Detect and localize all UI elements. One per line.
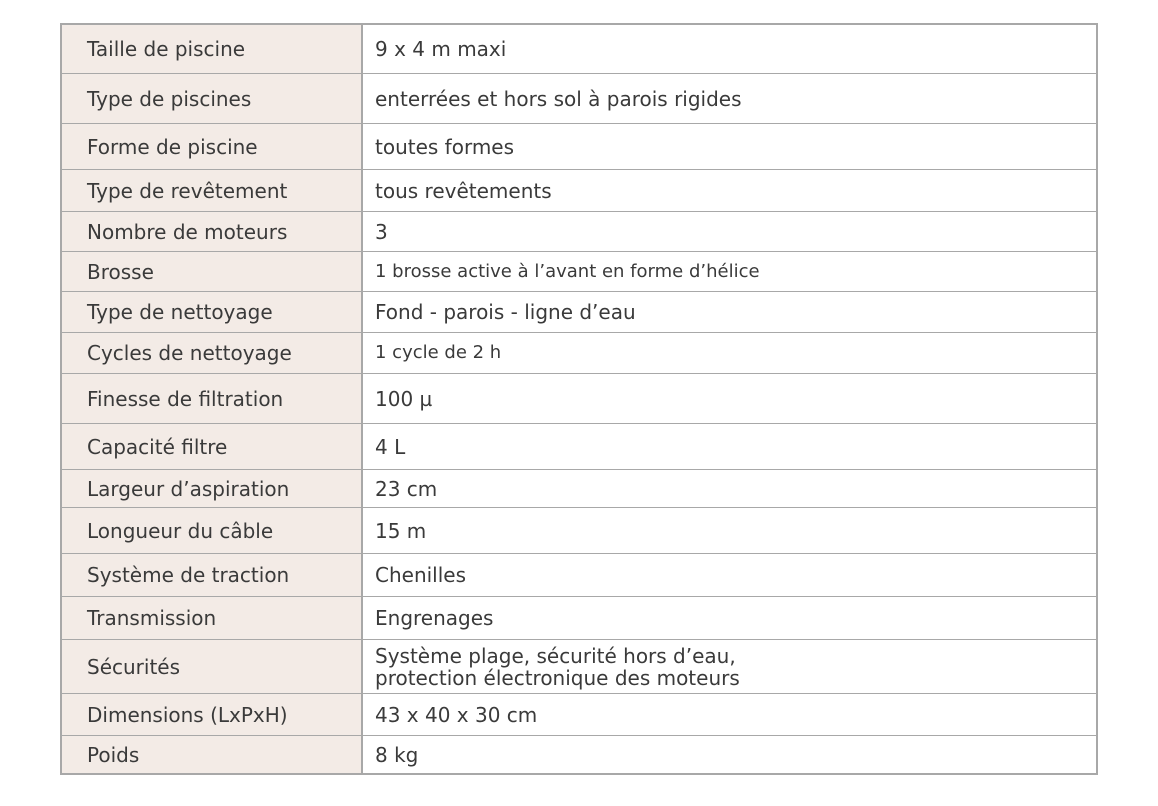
spec-value: tous revêtements <box>363 170 1096 211</box>
spec-value: 1 brosse active à l’avant en forme d’hélice <box>363 252 1096 291</box>
spec-label: Longueur du câble <box>62 508 363 553</box>
spec-value: toutes formes <box>363 124 1096 169</box>
spec-row <box>62 124 1096 170</box>
spec-label: Finesse de filtration <box>62 374 363 423</box>
spec-value: 8 kg <box>363 736 1096 773</box>
spec-row <box>62 694 1096 736</box>
spec-table <box>60 23 1098 775</box>
spec-row <box>62 292 1096 333</box>
spec-value: 23 cm <box>363 470 1096 507</box>
spec-label: Poids <box>62 736 363 773</box>
spec-row <box>62 333 1096 374</box>
spec-value: enterrées et hors sol à parois rigides <box>363 74 1096 123</box>
spec-value: 1 cycle de 2 h <box>363 333 1096 373</box>
spec-row <box>62 25 1096 74</box>
spec-row <box>62 470 1096 508</box>
spec-row <box>62 212 1096 252</box>
spec-value: 3 <box>363 212 1096 251</box>
spec-row <box>62 736 1096 773</box>
spec-row <box>62 252 1096 292</box>
spec-row <box>62 170 1096 212</box>
spec-row <box>62 424 1096 470</box>
spec-label: Type de nettoyage <box>62 292 363 332</box>
spec-value: Engrenages <box>363 597 1096 639</box>
spec-label: Nombre de moteurs <box>62 212 363 251</box>
spec-label: Type de revêtement <box>62 170 363 211</box>
spec-value: 43 x 40 x 30 cm <box>363 694 1096 735</box>
spec-label: Brosse <box>62 252 363 291</box>
spec-row <box>62 554 1096 597</box>
spec-row <box>62 508 1096 554</box>
spec-value: Fond - parois - ligne d’eau <box>363 292 1096 332</box>
spec-value: 9 x 4 m maxi <box>363 25 1096 73</box>
spec-value: 4 L <box>363 424 1096 469</box>
spec-value: Système plage, sécurité hors d’eau, protection électronique des moteurs <box>363 640 1096 693</box>
spec-label: Dimensions (LxPxH) <box>62 694 363 735</box>
spec-label: Forme de piscine <box>62 124 363 169</box>
spec-row <box>62 74 1096 124</box>
spec-row <box>62 374 1096 424</box>
spec-label: Largeur d’aspiration <box>62 470 363 507</box>
spec-label: Système de traction <box>62 554 363 596</box>
spec-label: Sécurités <box>62 640 363 693</box>
spec-label: Cycles de nettoyage <box>62 333 363 373</box>
spec-row <box>62 640 1096 694</box>
spec-value: 15 m <box>363 508 1096 553</box>
spec-label: Taille de piscine <box>62 25 363 73</box>
spec-label: Type de piscines <box>62 74 363 123</box>
spec-label: Capacité filtre <box>62 424 363 469</box>
spec-row <box>62 597 1096 640</box>
spec-value: Chenilles <box>363 554 1096 596</box>
spec-label: Transmission <box>62 597 363 639</box>
spec-value: 100 µ <box>363 374 1096 423</box>
